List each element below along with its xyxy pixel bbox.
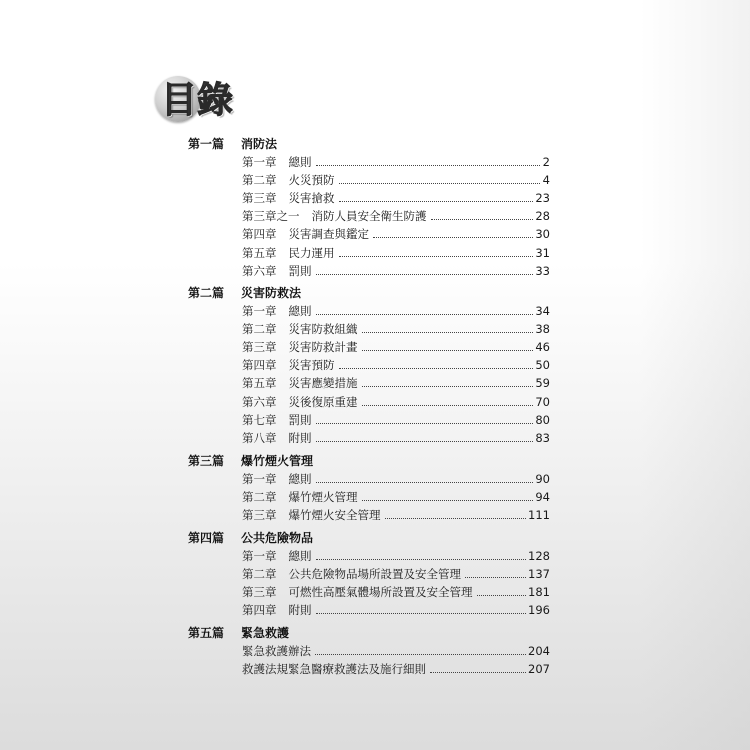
chapter-number: 第一章 [242,303,277,318]
chapter-title: 民力運用 [288,245,335,260]
toc-entry[interactable] [242,393,550,410]
toc-part-heading [188,528,313,546]
part-title: 災害防救法 [241,285,302,300]
page-number: 30 [535,227,550,242]
part-number: 第一篇 [188,136,225,151]
toc-entry[interactable] [242,547,550,564]
chapter-title: 罰則 [288,412,312,427]
leader-dots [477,594,527,596]
page-number: 23 [535,190,550,205]
chapter-title: 災害調查與鑑定 [288,227,369,242]
chapter-title: 救護法規緊急醫療救護法及施行細則 [242,661,426,676]
chapter-title: 災害應變措施 [288,376,358,391]
leader-dots [316,273,534,275]
toc-title-text: 目錄 [161,80,234,121]
chapter-title: 火災預防 [288,172,335,187]
page-number: 31 [535,245,550,260]
page-number: 128 [528,548,550,563]
page-number: 46 [535,339,550,354]
page-number: 196 [528,603,550,618]
leader-dots [362,499,534,501]
leader-dots [316,481,534,483]
chapter-number: 第四章 [242,227,277,242]
leader-dots [316,313,534,315]
chapter-number: 第二章 [242,566,277,581]
chapter-number: 第六章 [242,394,277,409]
page-number: 38 [535,321,550,336]
chapter-title: 總則 [288,303,312,318]
leader-dots [339,182,541,184]
leader-dots [315,653,526,655]
toc-entry[interactable] [242,302,550,319]
chapter-number: 第四章 [242,358,277,373]
chapter-title: 附則 [288,603,312,618]
chapter-number: 第五章 [242,376,277,391]
page-number: 207 [528,661,550,676]
leader-dots [362,331,534,333]
page-number: 111 [528,507,550,522]
leader-dots [339,367,534,369]
leader-dots [431,218,534,220]
page-number: 4 [542,172,550,187]
leader-dots [362,349,534,351]
toc-entry[interactable] [242,642,550,659]
toc-entry[interactable] [242,429,550,446]
chapter-title: 災害防救組織 [288,321,358,336]
page-number: 34 [535,303,550,318]
page-number: 70 [535,394,550,409]
chapter-number: 第三章 [242,190,277,205]
toc-entry[interactable] [242,226,550,243]
toc-entry[interactable] [242,602,550,619]
part-title: 爆竹煙火管理 [241,453,314,468]
chapter-title: 總則 [288,471,312,486]
chapter-number: 第三章 [242,507,277,522]
page-number: 28 [535,209,550,224]
part-number: 第四篇 [188,530,225,545]
chapter-number: 第一章 [242,548,277,563]
chapter-number: 第五章 [242,245,277,260]
leader-dots [316,440,534,442]
toc-entry[interactable] [242,375,550,392]
chapter-number: 第二章 [242,172,277,187]
leader-dots [362,404,534,406]
leader-dots [362,385,534,387]
chapter-number: 第一章 [242,471,277,486]
leader-dots [430,671,526,673]
chapter-number: 第三章 [242,584,277,599]
part-title: 緊急救護 [241,625,290,640]
leader-dots [316,558,527,560]
leader-dots [373,236,533,238]
chapter-title: 總則 [288,548,312,563]
toc-entry[interactable] [242,338,550,355]
chapter-title: 消防人員安全衛生防護 [311,209,427,224]
chapter-title: 災後復原重建 [288,394,358,409]
toc-entry[interactable] [242,244,550,261]
toc-entry[interactable] [242,565,550,582]
chapter-title: 爆竹煙火安全管理 [288,507,381,522]
chapter-number: 第二章 [242,321,277,336]
chapter-number: 第八章 [242,430,277,445]
chapter-title: 公共危險物品場所設置及安全管理 [288,566,461,581]
chapter-number: 第四章 [242,603,277,618]
toc-entry[interactable] [242,189,550,206]
part-title: 公共危險物品 [241,530,314,545]
chapter-title: 總則 [288,154,312,169]
part-number: 第三篇 [188,453,225,468]
part-number: 第二篇 [188,285,225,300]
toc-part-heading [188,451,313,469]
leader-dots [316,164,541,166]
chapter-number: 第一章 [242,154,277,169]
toc-part-heading [188,134,277,152]
page-number: 204 [528,643,550,658]
toc-entry[interactable] [242,357,550,374]
leader-dots [385,517,527,519]
chapter-title: 災害防救計畫 [288,339,358,354]
page-number: 2 [542,154,550,169]
leader-dots [316,612,527,614]
page-number: 50 [535,358,550,373]
chapter-number: 第七章 [242,412,277,427]
chapter-title: 緊急救護辦法 [242,643,311,658]
page-number: 181 [528,584,550,599]
toc-entry[interactable] [242,470,550,487]
part-title: 消防法 [241,136,278,151]
toc-title [155,78,233,124]
chapter-number: 第三章 [242,339,277,354]
chapter-title: 災害搶救 [288,190,335,205]
chapter-title: 罰則 [288,263,312,278]
chapter-title: 附則 [288,430,312,445]
leader-dots [339,200,534,202]
chapter-title: 災害預防 [288,358,335,373]
leader-dots [465,576,526,578]
toc-entry[interactable] [242,660,550,677]
chapter-title: 爆竹煙火管理 [288,489,358,504]
toc-entry[interactable] [242,208,550,225]
page-number: 59 [535,376,550,391]
leader-dots [339,255,534,257]
page-number: 33 [535,263,550,278]
page-number: 137 [528,566,550,581]
toc-entry[interactable] [242,171,550,188]
toc-entry[interactable] [242,320,550,337]
toc-entry[interactable] [242,411,550,428]
chapter-title: 可燃性高壓氣體場所設置及安全管理 [288,584,473,599]
chapter-number: 第二章 [242,489,277,504]
page-number: 80 [535,412,550,427]
toc-entry[interactable] [242,583,550,600]
toc-entry[interactable] [242,506,550,523]
toc-part-heading [188,283,301,301]
chapter-number: 第三章之一 [242,209,300,224]
toc-entry[interactable] [242,488,550,505]
toc-part-heading [188,623,289,641]
leader-dots [316,422,534,424]
toc-entry[interactable] [242,262,550,279]
part-number: 第五篇 [188,625,225,640]
page-number: 83 [535,430,550,445]
page-number: 90 [535,471,550,486]
toc-entry[interactable] [242,153,550,170]
page-number: 94 [535,489,550,504]
chapter-number: 第六章 [242,263,277,278]
